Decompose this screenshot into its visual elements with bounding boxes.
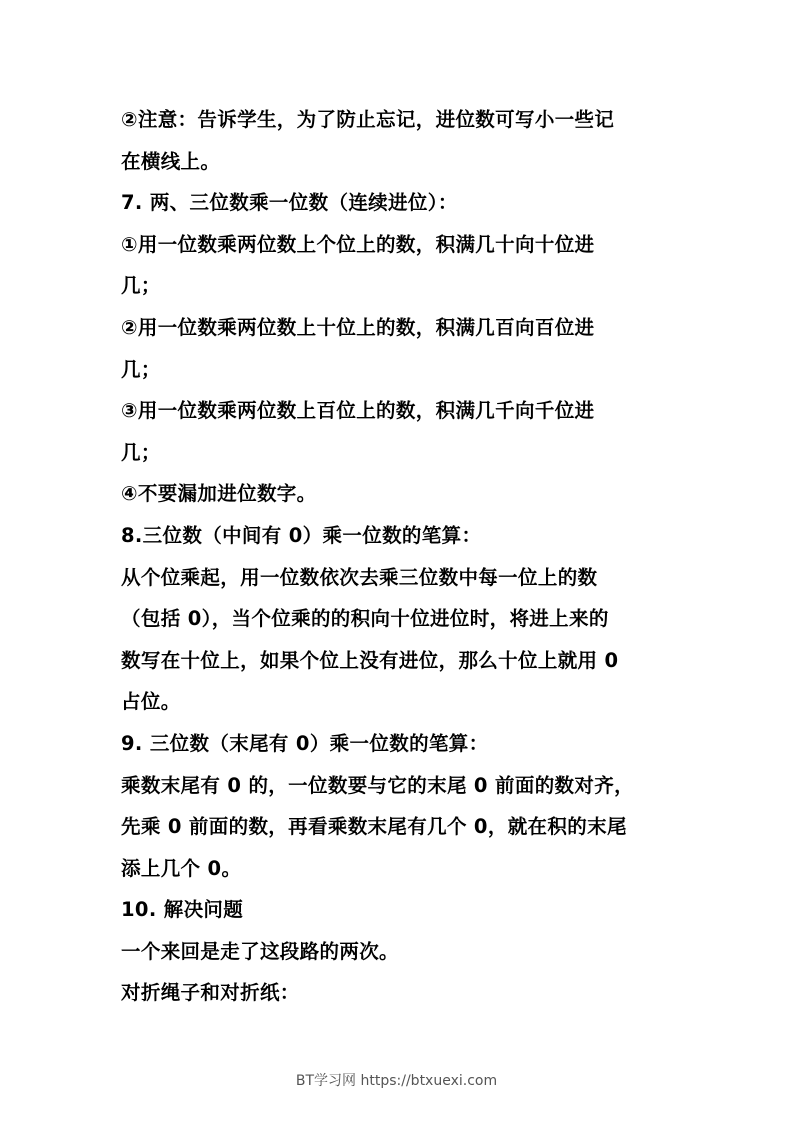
section-heading-9: 9. 三位数（末尾有 0）乘一位数的笔算： — [121, 731, 489, 755]
section-heading-7: 7. 两、三位数乘一位数（连续进位）： — [121, 191, 458, 215]
text-line: ②用一位数乘两位数上十位上的数，积满几百向百位进 — [121, 315, 595, 339]
page-footer: BT学习网 https://btxuexi.com — [295, 1073, 498, 1089]
text-line: 几； — [121, 274, 161, 298]
text-line: （包括 0），当个位乘的的积向十位进位时，将进上来的 — [121, 607, 609, 631]
text-line: 几； — [121, 440, 161, 464]
text-line: 添上几个 0。 — [121, 856, 242, 880]
text-line: 乘数末尾有 0 的，一位数要与它的末尾 0 前面的数对齐， — [121, 773, 634, 797]
text-line: ③用一位数乘两位数上百位上的数，积满几千向千位进 — [121, 399, 595, 423]
text-line: 几； — [121, 357, 161, 381]
text-line: ②注意：告诉学生，为了防止忘记，进位数可写小一些记 — [121, 108, 615, 131]
text-line: 对折绳子和对折纸： — [121, 981, 300, 1005]
text-line: 数写在十位上，如果个位上没有进位，那么十位上就用 0 — [121, 648, 619, 672]
text-line: ④不要漏加进位数字。 — [121, 482, 317, 506]
text-line: ①用一位数乘两位数上个位上的数，积满几十向十位进 — [121, 232, 595, 256]
text-line: 在横线上。 — [121, 149, 221, 173]
text-line: 从个位乘起，用一位数依次去乘三位数中每一位上的数 — [121, 565, 598, 589]
section-heading-8: 8.三位数（中间有 0）乘一位数的笔算： — [121, 523, 482, 547]
text-line: 一个来回是走了这段路的两次。 — [121, 939, 399, 963]
section-heading-10: 10. 解决问题 — [121, 898, 244, 922]
text-line: 占位。 — [121, 690, 181, 714]
document-body — [121, 99, 677, 1014]
text-line: 先乘 0 前面的数，再看乘数末尾有几个 0，就在积的末尾 — [121, 815, 627, 839]
